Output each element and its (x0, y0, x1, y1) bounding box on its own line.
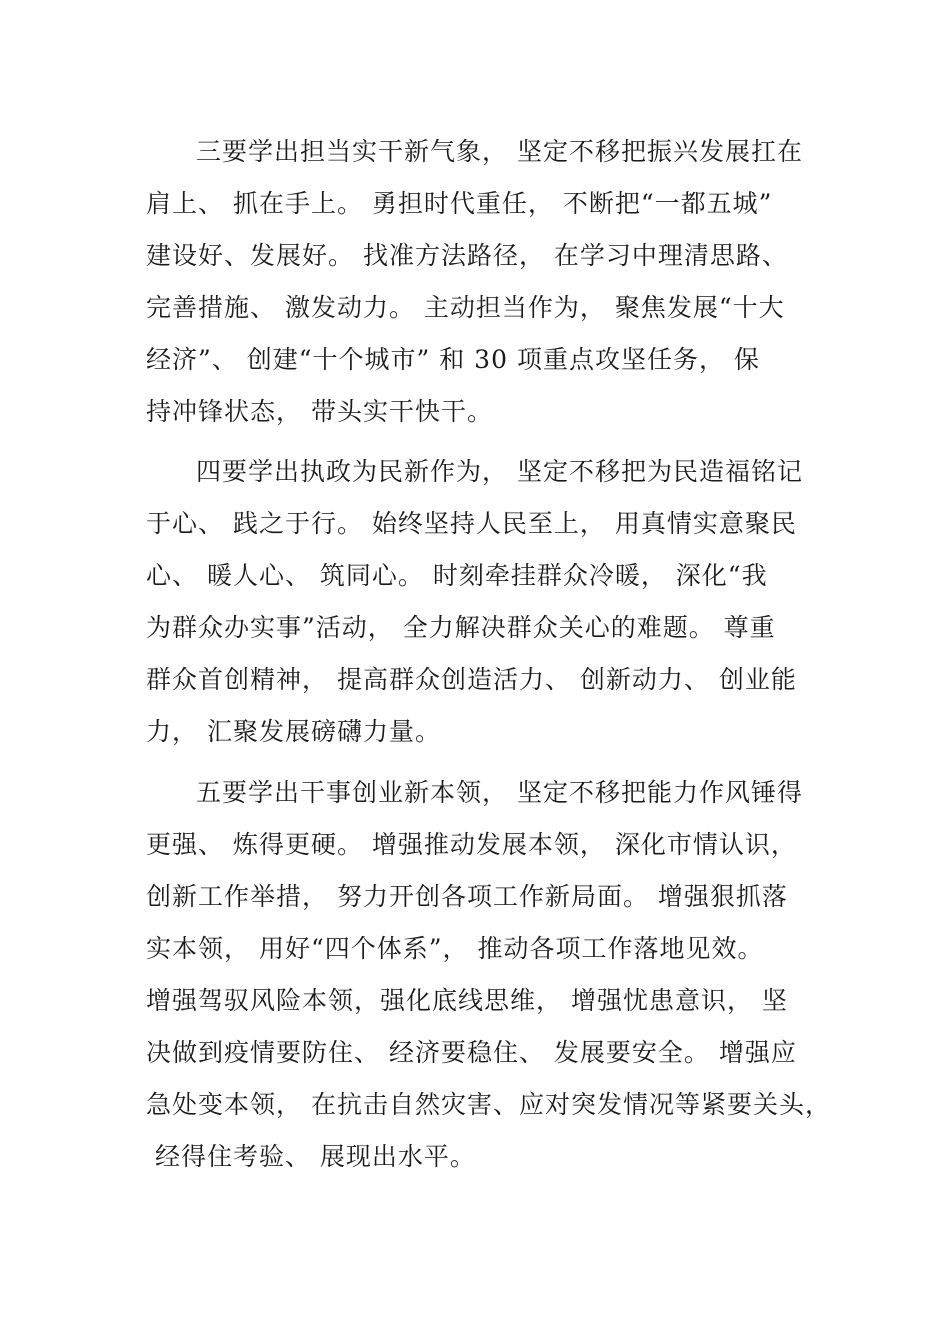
text-line: 心、 暖人心、 筑同心。 时刻牵挂群众冷暖， 深化“我 (146, 561, 768, 590)
text-line: 建设好、发展好。 找准方法路径， 在学习中理清思路、 (146, 241, 788, 270)
text-line: 经得住考验、 展现出水平。 (146, 1142, 476, 1171)
text-line: 持冲锋状态， 带头实干快干。 (146, 397, 493, 426)
paragraph-responsibility (146, 126, 826, 438)
text-line: 增强驾驭风险本领，强化底线思维， 增强忧患意识， 坚 (146, 986, 788, 1015)
text-line: 肩上、 抓在手上。 勇担时代重任， 不断把“一都五城” (146, 189, 773, 218)
text-line: 急处变本领， 在抗击自然灾害、应对突发情况等紧要关头， (146, 1090, 831, 1119)
text-line: 四要学出执政为民新作为， 坚定不移把为民造福铭记 (196, 457, 803, 486)
text-line: 决做到疫情要防住、 经济要稳住、 发展要安全。 增强应 (146, 1038, 797, 1067)
text-line: 力， 汇聚发展磅礴力量。 (146, 717, 441, 746)
paragraph-capability (146, 767, 831, 1183)
text-line: 实本领， 用好“四个体系”， 推动各项工作落地见效。 (146, 934, 764, 963)
text-line: 五要学出干事创业新本领， 坚定不移把能力作风锤得 (196, 778, 803, 807)
text-line: 群众首创精神， 提高群众创造活力、 创新动力、 创业能 (146, 665, 797, 694)
paragraph-serve-people (146, 446, 826, 758)
text-line: 为群众办实事”活动， 全力解决群众关心的难题。 尊重 (146, 613, 776, 642)
text-line: 三要学出担当实干新气象， 坚定不移把振兴发展扛在 (196, 137, 803, 166)
text-line: 完善措施、 激发动力。 主动担当作为， 聚焦发展“十大 (146, 293, 785, 322)
text-line: 经济”、 创建“十个城市” 和 30 项重点攻坚任务， 保 (146, 345, 760, 374)
text-line: 创新工作举措， 努力开创各项工作新局面。 增强狠抓落 (146, 882, 788, 911)
text-line: 于心、 践之于行。 始终坚持人民至上， 用真情实意聚民 (146, 509, 797, 538)
text-line: 更强、 炼得更硬。 增强推动发展本领， 深化市情认识， (146, 830, 797, 859)
